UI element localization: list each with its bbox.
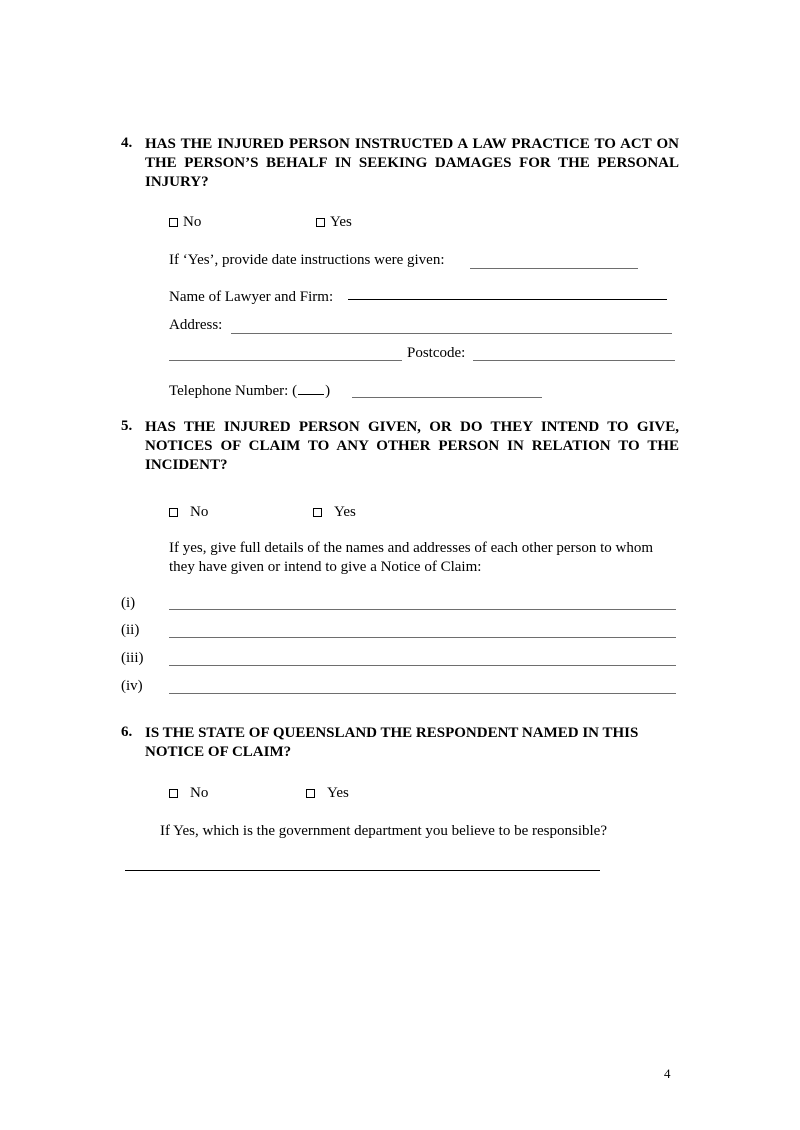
q4-postcode-label: Postcode: <box>407 345 466 361</box>
q6-dept-field[interactable] <box>125 870 600 871</box>
checkbox-icon <box>316 218 325 227</box>
q4-address-label: Address: <box>169 317 223 333</box>
q6-question: IS THE STATE OF QUEENSLAND THE RESPONDENT NAMED IN THIS NOTICE OF CLAIM? <box>145 725 639 760</box>
q5-no-label: No <box>190 504 209 520</box>
q6-number: 6. <box>121 724 133 740</box>
q4-date-label: If ‘Yes’, provide date instructions were given: <box>169 252 445 268</box>
checkbox-icon <box>169 508 178 517</box>
q5-item-field-iii[interactable] <box>169 665 676 666</box>
q4-postcode-field[interactable] <box>473 360 675 361</box>
q5-item-label-ii: (ii) <box>121 622 140 638</box>
q5-question: HAS THE INJURED PERSON GIVEN, OR DO THEY INTEND TO GIVE, NOTICES OF CLAIM TO ANY OTHER PERSON IN RELATION TO THE INCIDENT? <box>145 419 679 473</box>
q6-yes-label: Yes <box>327 785 349 801</box>
q4-telephone-field[interactable] <box>352 397 542 398</box>
q5-details-label: If yes, give full details of the names and addresses of each other person to whom they have given or intend to give a Notice of Claim: <box>169 540 654 575</box>
q5-yes-label: Yes <box>334 504 356 520</box>
q4-date-field[interactable] <box>470 268 638 269</box>
q4-address-field[interactable] <box>231 333 672 334</box>
q6-no-label: No <box>190 785 209 801</box>
checkbox-icon <box>169 218 178 227</box>
q5-yes-checkbox[interactable] <box>313 504 356 521</box>
q4-area-code-field[interactable] <box>298 382 324 395</box>
q4-yes-label: Yes <box>330 214 352 230</box>
q4-telephone-label <box>169 382 330 400</box>
q4-lawyer-label: Name of Lawyer and Firm: <box>169 289 334 305</box>
q5-item-field-i[interactable] <box>169 609 676 610</box>
q6-no-checkbox[interactable] <box>169 785 208 802</box>
q5-item-label-i: (i) <box>121 595 136 611</box>
q6-yes-checkbox[interactable] <box>306 785 349 802</box>
q4-no-label: No <box>183 214 202 230</box>
q5-item-field-iv[interactable] <box>169 693 676 694</box>
q5-item-label-iii: (iii) <box>121 650 144 666</box>
q5-item-field-ii[interactable] <box>169 637 676 638</box>
checkbox-icon <box>169 789 178 798</box>
q4-number: 4. <box>121 135 133 151</box>
q5-number: 5. <box>121 418 133 434</box>
checkbox-icon <box>313 508 322 517</box>
q4-telephone-text: Telephone Number: ( <box>169 383 298 399</box>
q5-no-checkbox[interactable] <box>169 504 208 521</box>
q6-dept-label: If Yes, which is the government department you believe to be responsible? <box>160 823 607 839</box>
q4-yes-checkbox[interactable] <box>316 214 352 231</box>
q4-telephone-close: ) <box>325 383 331 399</box>
checkbox-icon <box>306 789 315 798</box>
page-number: 4 <box>664 1066 671 1081</box>
q4-address-line2-field[interactable] <box>169 360 402 361</box>
q5-item-label-iv: (iv) <box>121 678 143 694</box>
q4-no-checkbox[interactable] <box>169 214 201 231</box>
q4-lawyer-field[interactable] <box>348 299 667 300</box>
q4-question: HAS THE INJURED PERSON INSTRUCTED A LAW PRACTICE TO ACT ON THE PERSON’S BEHALF IN SEEKING DAMAGES FOR THE PERSONAL INJURY? <box>145 136 679 190</box>
